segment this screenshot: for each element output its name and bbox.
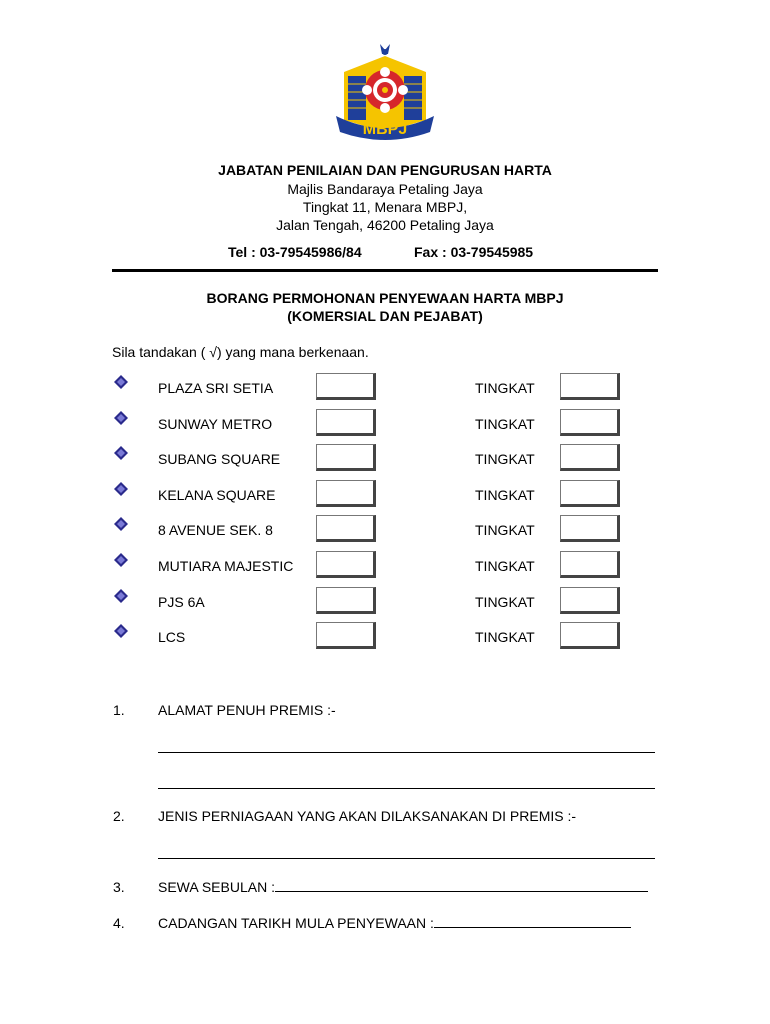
start-date-blank[interactable]	[434, 927, 631, 928]
diamond-bullet-icon	[114, 624, 128, 638]
business-type-blank[interactable]	[158, 858, 655, 859]
location-name: PJS 6A	[158, 594, 205, 610]
question-monthly-rent-row	[158, 879, 648, 895]
location-checkbox[interactable]	[316, 587, 376, 614]
floor-input-box[interactable]	[560, 480, 620, 507]
question-number: 2.	[113, 808, 125, 824]
question-business-type-label: JENIS PERNIAGAAN YANG AKAN DILAKSANAKAN DI PREMIS :-	[158, 808, 577, 824]
question-address-label: ALAMAT PENUH PREMIS :-	[158, 702, 336, 718]
diamond-bullet-icon	[114, 446, 128, 460]
location-row	[0, 587, 770, 617]
floor-input-box[interactable]	[560, 622, 620, 649]
location-row	[0, 515, 770, 545]
diamond-bullet-icon	[114, 411, 128, 425]
location-name: KELANA SQUARE	[158, 487, 276, 503]
location-row	[0, 373, 770, 403]
telephone: Tel : 03-79545986/84	[228, 244, 362, 260]
question-number: 4.	[113, 915, 125, 931]
location-checkbox[interactable]	[316, 622, 376, 649]
location-row	[0, 551, 770, 581]
floor-label: TINGKAT	[475, 416, 535, 432]
floor-label: TINGKAT	[475, 558, 535, 574]
floor-input-box[interactable]	[560, 515, 620, 542]
floor-label: TINGKAT	[475, 380, 535, 396]
address-line-2: Jalan Tengah, 46200 Petaling Jaya	[276, 217, 494, 233]
location-row	[0, 409, 770, 439]
floor-label: TINGKAT	[475, 487, 535, 503]
question-number: 1.	[113, 702, 125, 718]
monthly-rent-blank[interactable]	[275, 891, 648, 892]
department-title: JABATAN PENILAIAN DAN PENGURUSAN HARTA	[218, 162, 552, 178]
form-title: BORANG PERMOHONAN PENYEWAAN HARTA MBPJ	[206, 290, 564, 306]
location-checkbox[interactable]	[316, 409, 376, 436]
form-subtitle: (KOMERSIAL DAN PEJABAT)	[287, 308, 483, 324]
diamond-bullet-icon	[114, 553, 128, 567]
address-line-blank-2[interactable]	[158, 788, 655, 789]
mbpj-logo	[330, 42, 440, 142]
question-monthly-rent-label: SEWA SEBULAN :	[158, 879, 275, 895]
location-name: PLAZA SRI SETIA	[158, 380, 274, 396]
org-name: Majlis Bandaraya Petaling Jaya	[287, 181, 483, 197]
floor-label: TINGKAT	[475, 594, 535, 610]
diamond-bullet-icon	[114, 589, 128, 603]
floor-input-box[interactable]	[560, 587, 620, 614]
location-name: MUTIARA MAJESTIC	[158, 558, 294, 574]
location-row	[0, 622, 770, 652]
location-checkbox[interactable]	[316, 373, 376, 400]
diamond-bullet-icon	[114, 517, 128, 531]
location-row	[0, 480, 770, 510]
address-line-1: Tingkat 11, Menara MBPJ,	[302, 199, 468, 215]
location-name: SUNWAY METRO	[158, 416, 273, 432]
address-line-blank-1[interactable]	[158, 752, 655, 753]
logo-text: MBPJ	[362, 121, 408, 138]
location-checkbox[interactable]	[316, 444, 376, 471]
floor-label: TINGKAT	[475, 522, 535, 538]
location-name: 8 AVENUE SEK. 8	[158, 522, 273, 538]
instruction-text: Sila tandakan ( √) yang mana berkenaan.	[112, 344, 369, 360]
diamond-bullet-icon	[114, 482, 128, 496]
location-checkbox[interactable]	[316, 480, 376, 507]
question-start-date-label: CADANGAN TARIKH MULA PENYEWAAN :	[158, 915, 434, 931]
floor-input-box[interactable]	[560, 409, 620, 436]
floor-input-box[interactable]	[560, 373, 620, 400]
floor-label: TINGKAT	[475, 451, 535, 467]
floor-input-box[interactable]	[560, 551, 620, 578]
floor-input-box[interactable]	[560, 444, 620, 471]
location-name: SUBANG SQUARE	[158, 451, 281, 467]
question-number: 3.	[113, 879, 125, 895]
floor-label: TINGKAT	[475, 629, 535, 645]
fax: Fax : 03-79545985	[414, 244, 534, 260]
header-divider	[112, 269, 658, 272]
location-row	[0, 444, 770, 474]
location-checkbox[interactable]	[316, 515, 376, 542]
location-name: LCS	[158, 629, 186, 645]
crest-icon	[380, 44, 390, 55]
diamond-bullet-icon	[114, 375, 128, 389]
question-start-date-row	[158, 915, 631, 931]
location-checkbox[interactable]	[316, 551, 376, 578]
